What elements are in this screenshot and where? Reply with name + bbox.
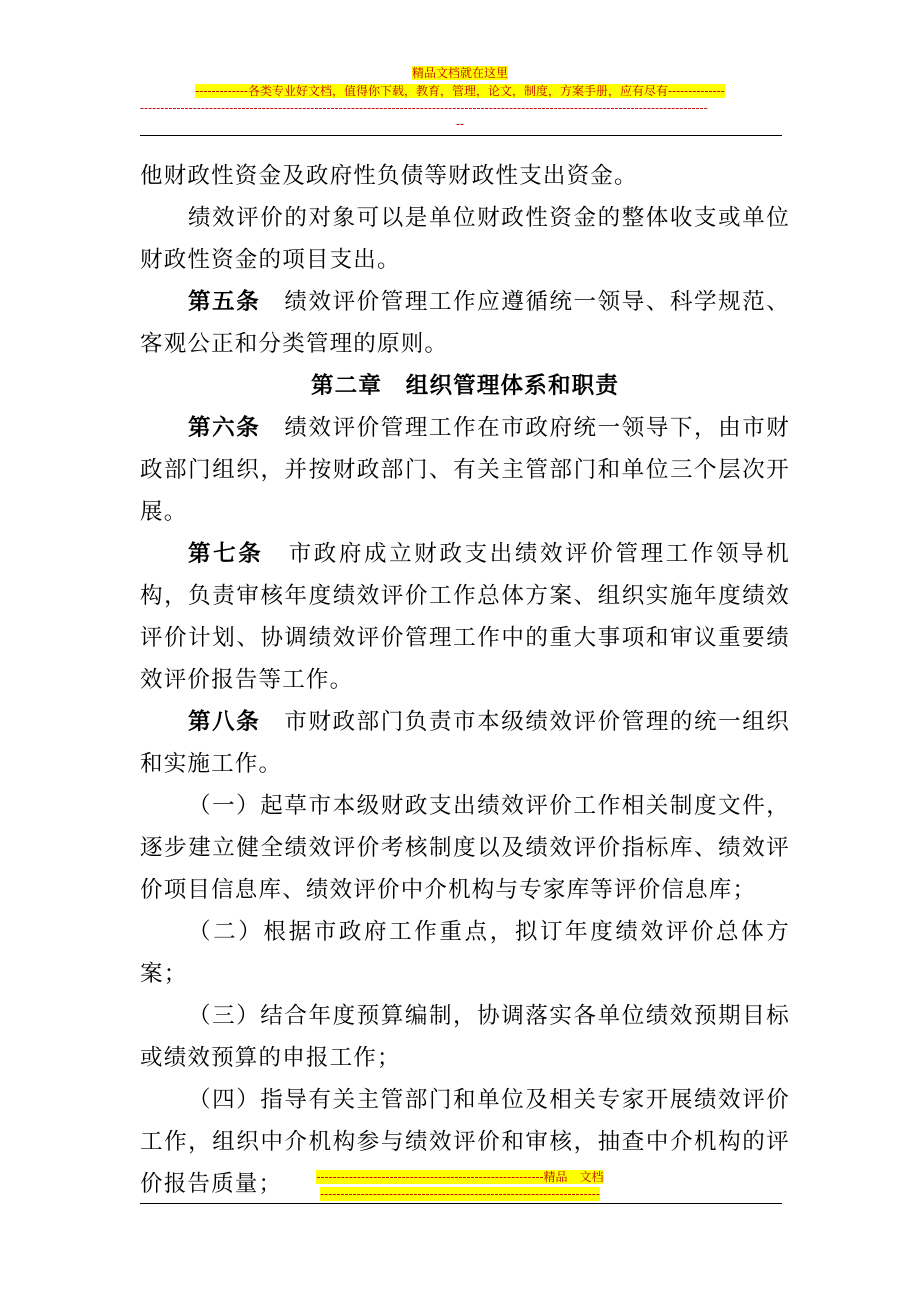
- article-5: [140, 281, 790, 365]
- article-5-label: 第五条: [188, 289, 261, 315]
- paragraph-2: 绩效评价的对象可以是单位财政性资金的整体收支或单位财政性资金的项目支出。: [140, 205, 790, 273]
- article-8: [140, 701, 790, 785]
- article-8-text: 市财政部门负责市本级绩效评价管理的统一组织和实施工作。: [140, 709, 790, 777]
- header-rule: [140, 135, 782, 136]
- article-5-text: 绩效评价管理工作应遵循统一领导、科学规范、客观公正和分类管理的原则。: [140, 289, 790, 357]
- list-item-4: （四）指导有关主管部门和单位及相关专家开展绩效评价工作，组织中介机构参与绩效评价和审核，抽查中介机构的评价报告质量；: [140, 1087, 790, 1197]
- article-7-text: 市政府成立财政支出绩效评价管理工作领导机构，负责审核年度绩效评价工作总体方案、组织实施年度绩效评价计划、协调绩效评价管理工作中的重大事项和审议重要绩效评价报告等工作。: [140, 541, 790, 693]
- header-dashes: --------------------------------------------------------------------------------------------------------------------------------------------: [140, 102, 708, 114]
- article-7-label: 第七条: [188, 541, 264, 567]
- header-dash-tail: --: [456, 117, 465, 131]
- footer-rule: [140, 1203, 782, 1204]
- header-banner: -------------各类专业好文档，值得你下载，教育，管理，论文，制度，方案手册，应有尽有--------------: [195, 84, 725, 98]
- article-6: [140, 407, 790, 533]
- document-body: [140, 155, 790, 1205]
- header-title: 精品文档就在这里: [411, 66, 508, 80]
- footer-label: --------------------------------------------------------精品 文档: [316, 1170, 604, 1184]
- article-6-text: 绩效评价管理工作在市政府统一领导下，由市财政部门组织，并按财政部门、有关主管部门和单位三个层次开展。: [140, 415, 790, 525]
- list-item-2: （二）根据市政府工作重点，拟订年度绩效评价总体方案；: [140, 919, 790, 987]
- list-item-1: （一）起草市本级财政支出绩效评价工作相关制度文件，逐步建立健全绩效评价考核制度以及绩效评价指标库、绩效评价项目信息库、绩效评价中介机构与专家库等评价信息库；: [140, 793, 790, 903]
- chapter-2-heading: 第二章 组织管理体系和职责: [310, 373, 620, 399]
- article-6-label: 第六条: [188, 415, 261, 441]
- article-8-label: 第八条: [188, 709, 261, 735]
- article-7: [140, 533, 790, 701]
- list-item-3: （三）结合年度预算编制，协调落实各单位绩效预期目标或绩效预算的申报工作；: [140, 1003, 790, 1071]
- paragraph-1: 他财政性资金及政府性负债等财政性支出资金。: [140, 163, 638, 189]
- footer-dashes: ---------------------------------------------------------------------: [320, 1187, 600, 1201]
